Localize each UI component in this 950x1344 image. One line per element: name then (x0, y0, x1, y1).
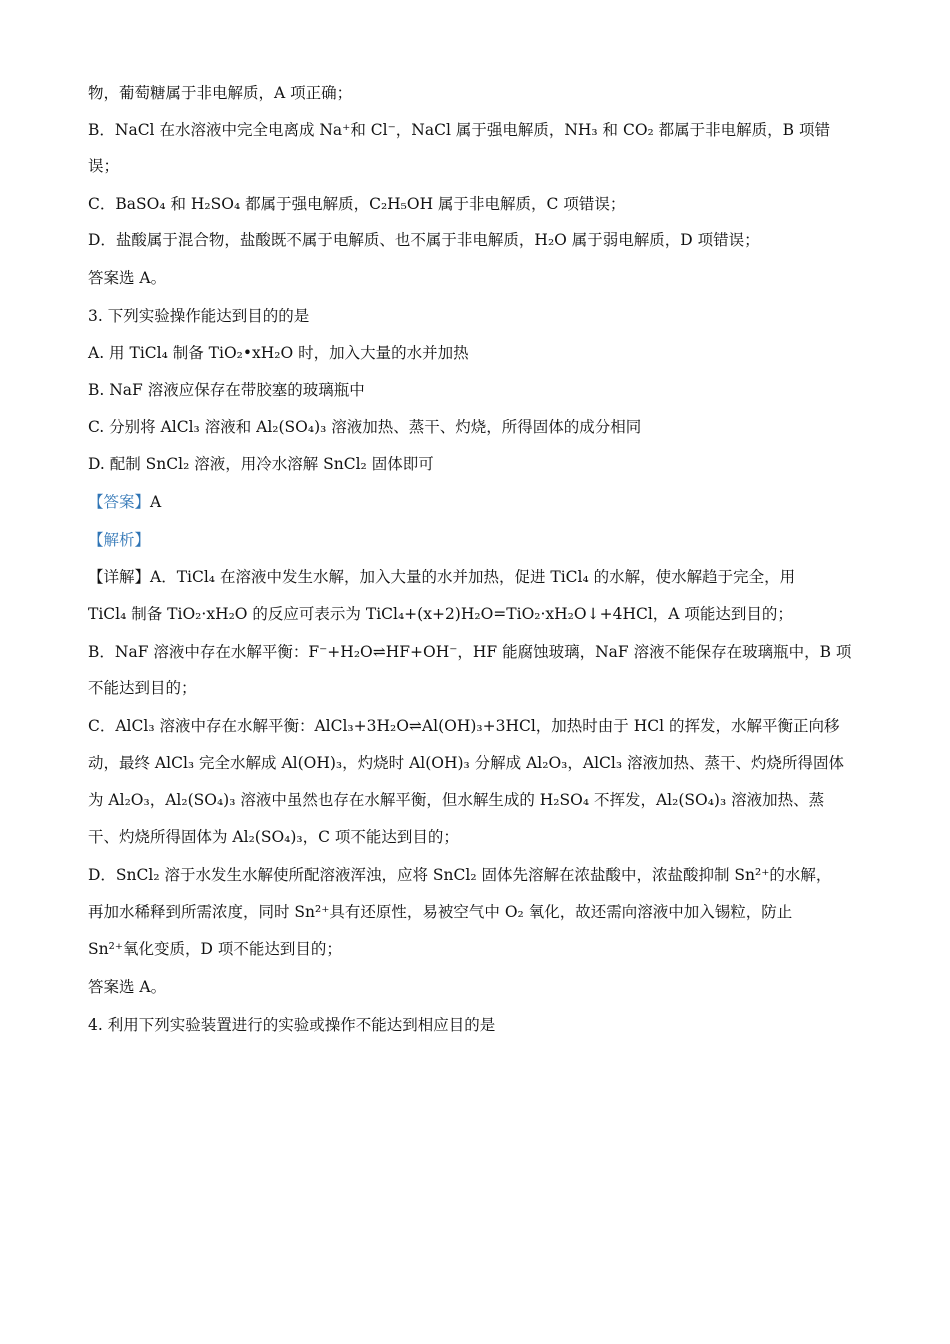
text-line: C．AlCl₃ 溶液中存在水解平衡：AlCl₃+3H₂O⇌Al(OH)₃+3HCl，加热时由于 HCl 的挥发，水解平衡正向移 (88, 717, 840, 735)
text-line: 动，最终 AlCl₃ 完全水解成 Al(OH)₃，灼烧时 Al(OH)₃ 分解成 Al₂O₃，AlCl₃ 溶液加热、蒸干、灼烧所得固体 (88, 754, 845, 772)
text-line: 不能达到目的； (88, 679, 197, 697)
text-line: 答案选 A。 (88, 269, 167, 287)
text-line: C．BaSO₄ 和 H₂SO₄ 都属于强电解质，C₂H₅OH 属于非电解质，C 项错误； (88, 195, 626, 213)
text-line: 答案选 A。 (88, 978, 167, 996)
text-line: 为 Al₂O₃，Al₂(SO₄)₃ 溶液中虽然也存在水解平衡，但水解生成的 H₂SO₄ 不挥发，Al₂(SO₄)₃ 溶液加热、蒸 (88, 791, 825, 809)
text-line: 物，葡萄糖属于非电解质，A 项正确； (88, 84, 353, 102)
text-line: 误； (88, 157, 120, 175)
question-4-stem: 4. 利用下列实验装置进行的实验或操作不能达到相应目的是 (88, 1016, 496, 1034)
answer-label: 【答案】 (88, 493, 151, 511)
text-line: D．SnCl₂ 溶于水发生水解使所配溶液浑浊，应将 SnCl₂ 固体先溶解在浓盐酸中，浓盐酸抑制 Sn²⁺的水解， (88, 866, 832, 884)
text-line: 干、灼烧所得固体为 Al₂(SO₄)₃，C 项不能达到目的； (88, 828, 459, 846)
answer-line (88, 491, 161, 513)
answer-value: A (150, 493, 162, 511)
text-line: TiCl₄ 制备 TiO₂·xH₂O 的反应可表示为 TiCl₄+(x+2)H₂O=TiO₂·xH₂O↓+4HCl，A 项能达到目的； (88, 605, 793, 623)
analysis-label: 【解析】 (88, 531, 151, 549)
option-b: B. NaF 溶液应保存在带胶塞的玻璃瓶中 (88, 381, 365, 399)
text-line: B．NaCl 在水溶液中完全电离成 Na⁺和 Cl⁻，NaCl 属于强电解质，NH₃ 和 CO₂ 都属于非电解质，B 项错 (88, 121, 830, 139)
option-a: A. 用 TiCl₄ 制备 TiO₂•xH₂O 时，加入大量的水并加热 (88, 344, 469, 362)
text-line: Sn²⁺氧化变质，D 项不能达到目的； (88, 940, 342, 958)
text-line: 再加水稀释到所需浓度，同时 Sn²⁺具有还原性，易被空气中 O₂ 氧化，故还需向溶液中加入锡粒，防止 (88, 903, 793, 921)
text-line: D．盐酸属于混合物，盐酸既不属于电解质、也不属于非电解质，H₂O 属于弱电解质，D 项错误； (88, 231, 760, 249)
option-c: C. 分别将 AlCl₃ 溶液和 Al₂(SO₄)₃ 溶液加热、蒸干、灼烧，所得固体的成分相同 (88, 418, 642, 436)
question-3-stem: 3. 下列实验操作能达到目的的是 (88, 307, 310, 325)
text-line: B．NaF 溶液中存在水解平衡：F⁻+H₂O⇌HF+OH⁻，HF 能腐蚀玻璃，NaF 溶液不能保存在玻璃瓶中，B 项 (88, 643, 852, 661)
option-d: D. 配制 SnCl₂ 溶液，用冷水溶解 SnCl₂ 固体即可 (88, 455, 434, 473)
text-line: 【详解】A．TiCl₄ 在溶液中发生水解，加入大量的水并加热，促进 TiCl₄ 的水解，使水解趋于完全，用 (88, 568, 796, 586)
